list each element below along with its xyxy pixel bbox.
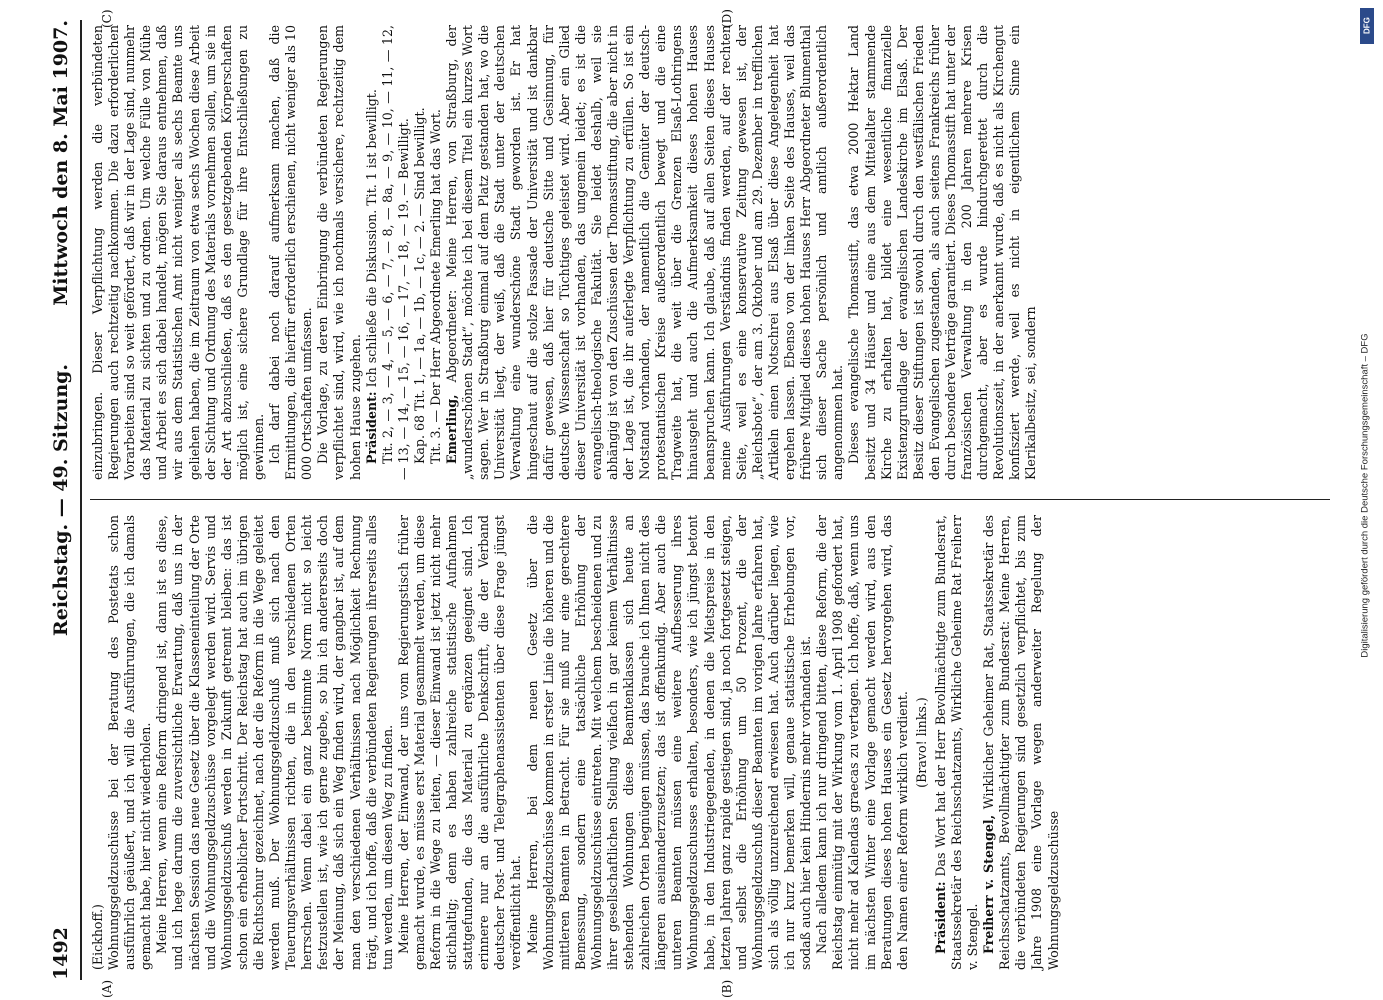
paragraph	[981, 515, 1061, 970]
paragraph-text: Die Vorlage, zu deren Einbringung die verbündeten Regierungen verpflichtet sind, wird, wie ich nochmals versichere, rechtzeitig dem hohen Hause zugehen.	[315, 25, 363, 480]
session-date: Mittwoch den 8. Mai 1907.	[50, 20, 72, 306]
paragraph	[525, 515, 815, 970]
paragraph-text: Wohnungsgeldzuschüsse bei der Beratung des Postetats schon ausführlich geäußert, und ich will die Ausführungen, die ich damals gemacht habe, hier nicht wiederholen.	[106, 515, 154, 970]
header-rule	[80, 20, 82, 980]
paragraph-text: (Eickhoff.)	[90, 904, 105, 970]
paragraph-text: Nach alledem kann ich nur dringend bitten, diese Reform, die der Reichstag einmütig mit der Wirkung vom 1. April 1908 gefordert hat, nicht mehr ad Kalendas graecas zu vertagen. Ich hoffe, daß, wenn uns im nächsten Winter eine Vorlage gemacht werden wird, aus den Beratungen dieses hohen Hauses ein Gesetz hervorgehen wird, das den Namen einer Reform wirklich verdient.	[814, 515, 910, 970]
paragraph-text: Tit. 3. — Der Herr Abgeordnete Emerling hat das Wort.	[427, 109, 443, 464]
paragraph	[90, 515, 106, 970]
paragraph	[106, 515, 154, 970]
dfg-logo: DFG	[1360, 8, 1374, 44]
paragraph-text: Abgeordneter: Meine Herren, von Straßburg, der „wunderschönen Stadt“, möchte ich bei diesem Titel ein kurzes Wort sagen. Wer in Straßburg einmal auf dem Platz gestanden hat, wo die Universität liegt, der weiß, daß die Stadt unter der deutschen Verwaltung eine wunderschöne Stadt geworden ist. Er hat hingeschaut auf die stolze Fassade der Universität und ist dankbar dafür gewesen, daß hier für deutsche Sitte und Gesinnung, für deutsche Wissenschaft so Tüchtiges geleistet wird. Aber ein Glied dieser Universität ist vorhanden, das ungemein leidet; es ist die evangelisch-theologische Fakultät. Sie leidet deshalb, weil sie abhängig ist von den Zuschüssen der Thomasstiftung, die aber nicht in der Lage ist, die ihr auferlegte Verpflichtung zu erfüllen. So ist ein Notstand vorhanden, der namentlich die Gemüter der deutsch-protestantischen Kreise außerordentlich bewegt und die eine Tragweite hat, die weit über die Grenzen Elsaß-Lothringens hinausgeht und auch die Aufmerksamkeit dieses hohen Hauses beanspruchen kann. Ich glaube, daß auf allen Seiten dieses Hauses meine Ausführungen Verständnis finden werden, auf der rechten Seite, weil es eine konservative Zeitung gewesen ist, der „Reichsbote“, der am 3. Oktober und am 29. Dezember in trefflichen Artikeln einen Notschrei aus Elsaß über diese Angelegenheit hat ergehen lassen. Ebenso von der linken Seite des Hauses, weil das frühere Mitglied dieses hohen Hauses Herr Abgeordneter Blumenthal sich dieser Sache persönlich und amtlich außerordentlich angenommen hat.	[444, 25, 846, 480]
paragraph-text: Meine Herren, wenn eine Reform dringend ist, dann ist es diese, und ich hege darum die zuversichtliche Erwartung, daß uns in der nächsten Session das neue Gesetz über die Klasseneinteilung der Orte und die Wohnungsgeldzuschüsse vorgelegt werden wird. Servis und Wohnungsgeldzuschuß werden in Zukunft getrennt bleiben: das ist schon ein erheblicher Fortschritt. Der Reichstag hat auch im übrigen die Richtschnur gezeichnet, nach der die Reform in die Wege geleitet werden muß. Der Wohnungsgeldzuschuß muß sich nach den Teuerungsverhältnissen richten, die in den verschiedenen Orten herrschen. Wenn dabei ein ganz bestimmte Norm nicht so leicht festzustellen ist, wie ich gerne zugebe, so bin ich andererseits doch der Meinung, daß sich ein Weg finden wird, der gangbar ist, auf dem man den verschiedenen Verhältnissen nach Möglichkeit Rechnung trägt, und ich hoffe, daß die verbündeten Regierungen ihrerseits alles tun werden, um diesen Weg zu finden.	[154, 515, 395, 970]
paragraph-text: Meine Herren, der Einwand, der uns vom Regierungstisch früher gemacht wurde, es müsse erst Material gesammelt werden, um diese Reform in die Wege zu leiten, — dieser Einwand ist jetzt nicht mehr stichhaltig; denn es haben zahlreiche statistische Aufnahmen stattgefunden, die das Material zu ergänzen geeignet sind. Ich erinnere nur an die ausführliche Denkschrift, die der Verband deutscher Post- und Telegraphenassistenten über diese Frage jüngst veröffentlicht hat.	[395, 515, 524, 970]
paragraph	[315, 25, 363, 480]
digitization-credit	[1355, 0, 1375, 1000]
left-column	[90, 515, 1062, 970]
digitization-credit-text: Digitalisierung gefördert durch die Deutsche Forschungsgemeinschaft – DFG	[1359, 333, 1371, 658]
paragraph	[396, 515, 525, 970]
margin-mark-c: (C)	[100, 9, 114, 28]
speaker-name: Präsident:	[932, 881, 948, 954]
paragraph	[933, 515, 981, 970]
paragraph	[154, 515, 395, 970]
paragraph-text: Dieses evangelische Thomasstift, das etwa 2000 Hektar Land besitzt und 34 Häuser und eine aus dem Mittelalter stammende Kirche zu erhalten hat, bildet eine wesentliche finanzielle Existenzgrundlage der evangelischen Landeskirche im Elsaß. Der Besitz dieser Stiftungen ist sowohl durch den westfälischen Frieden den Evangelischen zugestanden, als auch seitens Frankreichs früher durch besondere Verträge garantiert. Dieses Thomasstift hat unter der französischen Verwaltung in den 200 Jahren mehrere Krisen durchgemacht, aber es wurde hindurchgerettet durch die Revolutionszeit, in der anerkannt wurde, daß es nicht als Kirchengut konfisziert werde, weil es nicht in eigentlichem Sinne ein Klerikalbesitz, sei, sondern	[846, 25, 1039, 480]
page-number: 1492	[50, 927, 72, 980]
paragraph	[914, 515, 930, 970]
paragraph	[846, 25, 1039, 480]
speaker-name: Freiherr v. Stengel,	[981, 814, 997, 954]
paragraph-text: Ich schließe die Diskussion. Tit. 1 ist bewilligt.	[363, 89, 379, 392]
paragraph	[380, 25, 412, 480]
paragraph-text: Wirklicher Geheimer Rat, Staatssekretär des Reichsschatzamts, Bevollmächtigter zum Bundesrat: Meine Herren, die verbündeten Regierungen sind gesetzlich verpflichtet, bis zum Jahre 1908 eine Vorlage wegen anderweiter Regelung der Wohnungsgeldzuschüsse	[981, 515, 1061, 970]
paragraph	[90, 25, 267, 480]
paragraph	[412, 25, 428, 480]
paragraph-text: Kap. 68 Tit. 1, — 1a, — 1b, — 1c, — 2. — Sind bewilligt.	[411, 107, 427, 464]
right-column	[90, 25, 1040, 480]
session-title: Reichstag. — 49. Sitzung.	[50, 363, 72, 637]
paragraph	[814, 515, 911, 970]
paragraph-text: Ich darf dabei noch darauf aufmerksam machen, daß die Ermittlungen, die hierfür erforderlich erschienen, nicht weniger als 10 000 Ortschaften umfassen.	[267, 25, 315, 480]
paragraph	[428, 25, 444, 480]
margin-mark-a: (A)	[100, 979, 114, 998]
margin-mark-d: (D)	[720, 9, 734, 28]
speaker-name: Emerling,	[444, 394, 460, 464]
margin-mark-b: (B)	[720, 979, 734, 998]
paragraph	[364, 25, 380, 480]
paragraph	[267, 25, 315, 480]
page-header	[50, 20, 80, 980]
paragraph-text: Meine Herren, bei dem neuen Gesetz über die Wohnungsgeldzuschüsse kommen in erster Linie die höheren und die mittleren Beamten in Betracht. Für sie muß nur eine gerechtere Bemessung, sondern eine tatsächliche Erhöhung der Wohnungsgeldzuschüsse eintreten. Mit welchem bescheidenen und zu ihrer gesellschaftlichen Stellung vielfach in gar keinem Verhältnisse stehenden Wohnungen diese Beamtenklassen sich heute an zahlreichen Orten begnügen müssen, das brauche ich Ihnen nicht des längeren auseinanderzusetzen; das ist offenkundig. Aber auch die unteren Beamten müssen eine weitere Aufbesserung ihres Wohnungsgeldzuschusses erhalten, besonders, wie ich jüngst betont habe, in den Industriegegenden, in denen die Mietspreise in den letzten Jahren ganz rapide gestiegen sind, ja noch fortgesetzt steigen, und selbst die Erhöhung um 50 Prozent, die der Wohnungsgeldzuschuß dieser Beamten im vorigen Jahre erfahren hat, sich als völlig unzureichend erwiesen hat. Auch darüber liegen, wie ich nur kurz bemerken will, genaue statistische Erhebungen vor, sodaß auch hier kein Hindernis mehr vorhanden ist.	[524, 515, 814, 970]
paragraph-text: Tit. 2, — 3, — 4, — 5, — 6, — 7, — 8, — 8a, — 9, — 10, — 11, — 12, — 13, — 14, — 15, — 16, — 17, — 18, — 19. — Bewilligt.	[379, 25, 411, 480]
paragraph-text: (Bravo! links.)	[913, 697, 929, 788]
paragraph-text: Das Wort hat der Herr Bevollmächtigte zum Bundesrat, Staatssekretär des Reichsschatzamts, Wirkliche Geheime Rat Freiherr v. Stengel.	[932, 515, 981, 970]
paragraph	[444, 25, 846, 480]
paragraph-text: einzubringen. Dieser Verpflichtung werden die verbündeten Regierungen auch rechtzeitig nachkommen. Die dazu erforderlichen Vorarbeiten sind so weit gefördert, daß wir in der Lage sind, nunmehr das Material zu sichten und zu ordnen. Um welche Fülle von Mühe und Arbeit es sich dabei handelt, mögen Sie daraus entnehmen, daß wir aus dem Statistischen Amt nicht weniger als sechs Beamte uns geliehen haben, die im Zeitraum von etwa sechs Wochen diese Arbeit der Sichtung und Ordnung des Materials vornehmen sollen, um sie in der Art abzuschließen, daß es den gesetzgebenden Körperschaften möglich ist, eine sichere Grundlage für ihre Entschließungen zu gewinnen.	[90, 25, 266, 480]
column-divider	[90, 499, 1330, 500]
speaker-name: Präsident:	[363, 391, 379, 464]
